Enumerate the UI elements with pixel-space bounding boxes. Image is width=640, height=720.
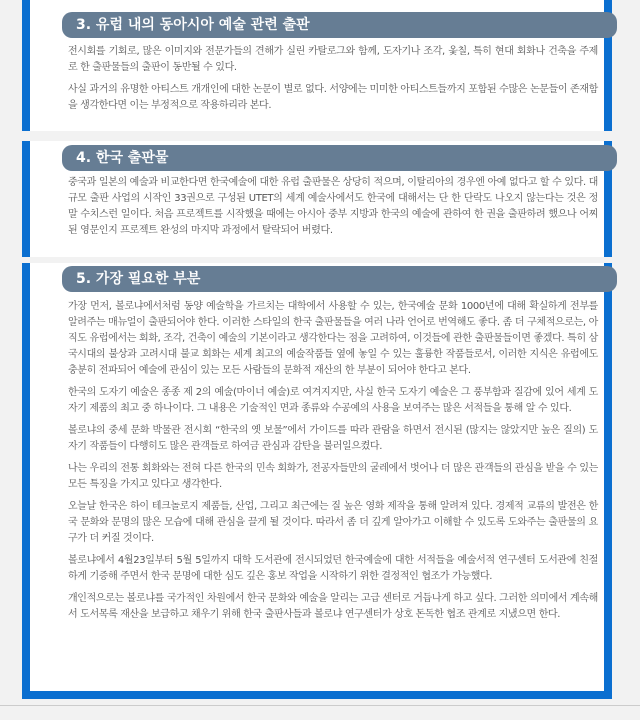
paragraph: 볼로냐에서 4월23일부터 5월 5일까지 대학 도서관에 전시되었던 한국예술에 대한 서적들을 예술서적 연구센터 도서관에 친절하게 기증해 주면서 한국 문명에 대한 심도 깊은 홍보 작업을 시작하기 위한 결정적인 협조가 가능했다. — [68, 555, 598, 582]
section-3-panel — [22, 0, 612, 131]
paragraph: 한국의 도자기 예술은 종종 제 2의 예술(마이너 예술)로 여겨지지만, 사실 한국 도자기 예술은 그 풍부함과 질감에 있어 세계 도자기 제품의 최고 중 하나이다. 그 내용은 기술적인 면과 종류와 수공예의 사용을 보여주는 많은 서적들을 통해 알 수 있다. — [68, 387, 598, 414]
paragraph: 개인적으로는 볼로냐를 국가적인 차원에서 한국 문화와 예술을 알리는 고급 센터로 거듭나게 하고 싶다. 그러한 의미에서 계속해서 도서목록 재산을 보급하고 채우기 위해 한국 출판사들과 볼로냐 연구센터가 상호 돈독한 협조 관계로 지냈으면 한다. — [68, 593, 598, 620]
bottom-divider — [0, 705, 640, 706]
paragraph: 중국과 일본의 예술과 비교한다면 한국예술에 대한 유럽 출판물은 상당히 적으며, 이탈리아의 경우엔 아예 없다고 할 수 있다. 대규모 출판 사업의 시작인 33권으로 구성된 UTET의 세계 예술사에서도 한국에 대해서는 단 한 단락도 나오지 않는다는 것은 정말 수치스런 일이다. 처음 프로젝트를 시작했을 때에는 아시아 중부 지방과 한국의 예술에 관하여 한 권을 출판하려 했으나 어찌된 영문인지 프로젝트 완성의 마지막 과정에서 탈락되어 버렸다. — [68, 177, 598, 236]
section-5-body — [68, 299, 598, 629]
paragraph: 가장 먼저, 볼로냐에서처럼 동양 예술학을 가르치는 대학에서 사용할 수 있는, 한국예술 문화 1000년에 대해 확실하게 전부를 알려주는 매뉴얼이 출판되어야 한다. 이러한 스타일의 한국 출판물들을 여러 나라 언어로 번역해도 좋다. 좀 더 구체적으로는, 아직도 유럽에서는 회화, 조각, 건축이 예술의 기본이라고 생각한다는 점을 고려하여, 이것들에 관한 출판물들이면 좋겠다. 특히 삼국시대의 불상과 고려시대 불교 회화는 세계 최고의 예술작품들 옆에 놓일 수 있는 훌륭한 작품들로서, 이러한 지식은 유럽에도 충분히 전파되어 예술에 관심이 있는 모든 사람들의 문화적 재산의 한 부분이 되어야 한다고 본다. — [68, 301, 598, 376]
section-4-heading: 4. 한국 출판물 — [62, 145, 617, 171]
section-5-panel — [22, 263, 612, 699]
paragraph: 나는 우리의 전통 회화와는 전혀 다른 한국의 민속 회화가, 전공자들만의 굴레에서 벗어나 더 많은 관객들의 관심을 받을 수 있는 모든 특징을 가지고 있다고 생각한다. — [68, 463, 598, 490]
section-5-heading: 5. 가장 필요한 부분 — [62, 266, 617, 292]
paragraph: 전시회를 기회로, 많은 이미지와 전문가들의 견해가 실린 카탈로그와 함께, 도자기나 조각, 옻칠, 특히 현대 회화나 건축을 주제로 한 출판물들의 출판이 동반될 수 있다. — [68, 46, 598, 73]
paragraph: 오늘날 한국은 하이 테크놀로지 제품들, 산업, 그리고 최근에는 질 높은 영화 제작을 통해 알려져 있다. 경제적 교류의 발전은 한국 문화와 문명의 많은 모습에 대해 관심을 끌게 될 것이다. 따라서 좀 더 깊게 알아가고 이해할 수 있도록 도와주는 출판물의 요구가 더 커질 것이다. — [68, 501, 598, 544]
section-3-body — [68, 44, 598, 120]
section-4-body — [68, 175, 598, 245]
paragraph: 볼로냐의 중세 문화 박물관 전시회 “한국의 옛 보물”에서 가이드를 따라 관람을 하면서 전시된 (많지는 않았지만 높은 질의) 도자기 작품들이 다행히도 많은 관객들로 하여금 관심과 감탄을 불러일으켰다. — [68, 425, 598, 452]
section-3-heading: 3. 유럽 내의 동아시아 예술 관련 출판 — [62, 12, 617, 38]
paragraph: 사실 과거의 유명한 아티스트 개개인에 대한 논문이 별로 없다. 서양에는 미미한 아티스트들까지 포함된 수많은 논문들이 존재함을 생각한다면 이는 부정적으로 작용하리라 본다. — [68, 84, 598, 111]
section-4-panel — [22, 141, 612, 257]
